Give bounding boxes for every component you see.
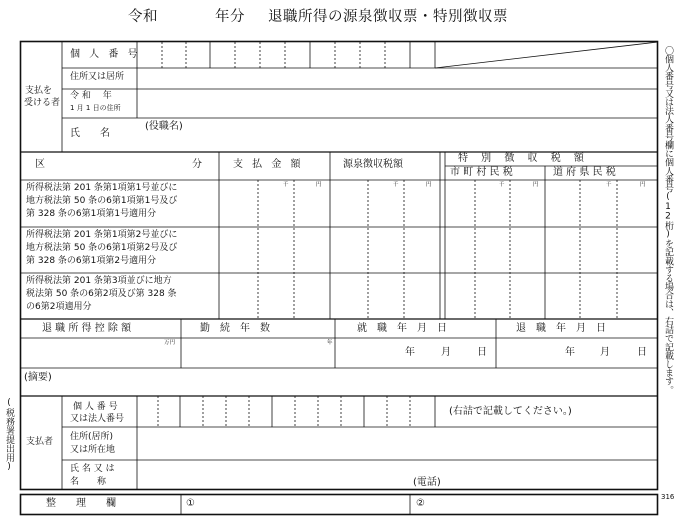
employment-date-nen: 年 — [405, 347, 415, 358]
recipient-section-label: 支払を — [25, 86, 53, 96]
unit-en-pref: 円 — [640, 182, 646, 188]
unit-sen-city: 千 — [499, 182, 505, 188]
header-withholding-tax: 源泉徴収税額 — [343, 159, 403, 170]
recipient-reiwa-label: 令 和 年 — [70, 91, 112, 101]
header-pref-tax: 道 府 県 民 税 — [553, 167, 616, 178]
employment-date-hi: 日 — [477, 347, 487, 358]
seiri-label: 整 理 欄 — [46, 498, 116, 509]
header-kubun: 区 — [35, 159, 45, 170]
payer-address-label-2: 又は所在地 — [70, 445, 116, 455]
row2-line2: 地方税法第 50 条の6第1項第2号及び — [26, 243, 178, 253]
header-payment-amount: 支 払 金 額 — [233, 159, 304, 170]
title-year-label: 年分 — [215, 9, 245, 25]
page-title: 退職所得の源泉徴収票・特別徴収票 — [268, 9, 508, 25]
row2-line3: 第 328 条の6第1項第2号適用分 — [26, 256, 157, 266]
seiri-mark-2: ② — [416, 498, 425, 509]
retire-deduction-label: 退 職 所 得 控 除 額 — [42, 323, 132, 334]
unit-en-city: 円 — [533, 182, 539, 188]
employment-date-tsuki: 月 — [441, 347, 451, 358]
recipient-section-label-2: 受ける者 — [24, 98, 61, 108]
unit-en-payment: 円 — [316, 182, 322, 188]
remarks-label: (摘要) — [24, 372, 52, 383]
row2-line1: 所得税法第 201 条第1項第2号並びに — [26, 230, 178, 240]
row1-line3: 第 328 条の6第1項第1号適用分 — [26, 209, 157, 219]
unit-sen-withholding: 千 — [393, 182, 399, 188]
recipient-my-number-label: 個 人 番 号 — [70, 49, 141, 60]
row3-line1: 所得税法第 201 条第3項並びに地方 — [26, 276, 172, 286]
years-of-service-label: 勤 続 年 数 — [200, 323, 270, 334]
retirement-date-tsuki: 月 — [600, 347, 610, 358]
payer-address-label: 住所(居所) — [70, 432, 114, 442]
seiri-mark-1: ① — [186, 498, 195, 509]
recipient-jan1-address-label: 1 月 1 日の住所 — [70, 104, 121, 112]
payer-number-label: 個 人 番 号 — [73, 402, 118, 412]
unit-sen-pref: 千 — [606, 182, 612, 188]
header-special-collection: 特 別 徴 収 税 額 — [458, 153, 584, 164]
row1-line1: 所得税法第 201 条第1項第1号並びに — [26, 183, 178, 193]
payer-number-note: (右詰で記載してください。) — [449, 406, 572, 417]
header-bun: 分 — [192, 159, 202, 170]
page-number: 316 — [661, 493, 675, 501]
recipient-position-label: (役職名) — [145, 121, 183, 132]
payer-name-label: 氏 名 又 は — [70, 464, 115, 474]
row3-line2: 税法第 50 条の6第2項及び第 328 条 — [26, 289, 177, 299]
recipient-address-label: 住所又は居所 — [70, 72, 125, 82]
payer-phone-label: (電話) — [413, 477, 441, 488]
payer-number-label-2: 又は法人番号 — [70, 414, 125, 424]
unit-sen-payment: 千 — [283, 182, 289, 188]
left-note-tax-office-copy: (税務署提出用) — [4, 398, 14, 472]
unit-year: 年 — [327, 340, 333, 346]
unit-en-withholding: 円 — [426, 182, 432, 188]
payer-section-label: 支払者 — [26, 437, 54, 447]
right-note-number-instruction: 〇個人番号又は法人番号欄に個人番号(12桁)を記載する場合は、右詰で記載します。 — [663, 46, 673, 395]
header-city-tax: 市 町 村 民 税 — [450, 167, 513, 178]
payer-name-label-2: 名 称 — [70, 477, 107, 487]
row1-line2: 地方税法第 50 条の6第1項第1号及び — [26, 196, 178, 206]
recipient-name-label: 氏 名 — [70, 128, 110, 139]
retirement-date-label: 退 職 年 月 日 — [516, 323, 606, 334]
employment-date-label: 就 職 年 月 日 — [357, 323, 447, 334]
row3-line3: の6第2項適用分 — [26, 302, 92, 312]
retirement-date-nen: 年 — [565, 347, 575, 358]
title-era: 令和 — [128, 9, 158, 25]
retirement-date-hi: 日 — [637, 347, 647, 358]
unit-man-en: 万円 — [164, 340, 176, 346]
